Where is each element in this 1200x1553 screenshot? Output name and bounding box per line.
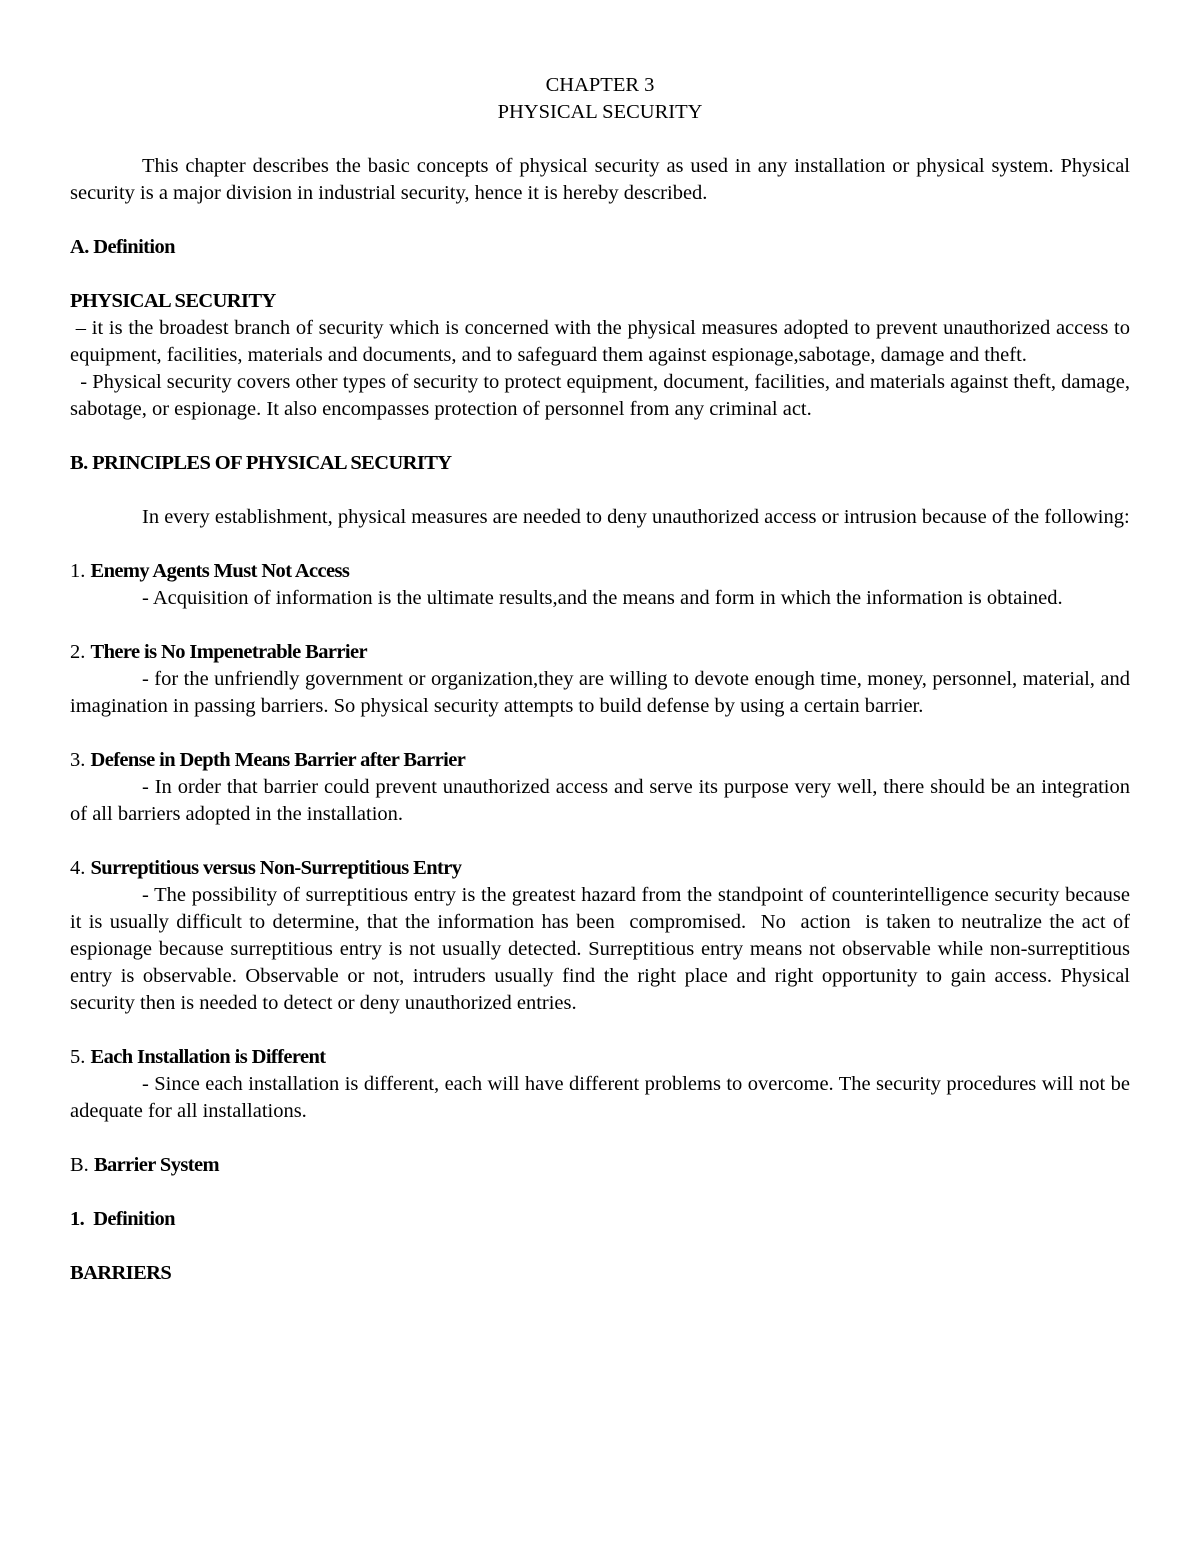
principle-item — [70, 558, 1130, 612]
principle-number: 1. — [70, 560, 91, 582]
physical-security-term: PHYSICAL SECURITY — [70, 290, 276, 312]
principle-item — [70, 855, 1136, 1017]
definition-paragraph-2: - Physical security covers other types of security to protect equipment, document, facilities, and materials against theft, damage, sabotage, or espionage. It also encompasses protection of personnel from any criminal act. — [70, 371, 1136, 420]
principle-text: - for the unfriendly government or organization,they are willing to devote enough time, money, personnel, material, and imagination in passing barriers. So physical security attempts to build defense by using a certain barrier. — [70, 668, 1130, 717]
barrier-system-prefix: B. — [70, 1154, 94, 1176]
principle-title: Defense in Depth Means Barrier after Barrier — [90, 749, 466, 771]
document-page — [70, 72, 1136, 1287]
principles-intro: In every establishment, physical measures are needed to deny unauthorized access or intrusion because of the following: — [142, 506, 1130, 528]
principle-number: 2. — [70, 641, 91, 663]
principle-title: Enemy Agents Must Not Access — [90, 560, 350, 582]
principle-item — [70, 1044, 1130, 1125]
principle-number: 5. — [70, 1046, 91, 1068]
intro-paragraph: This chapter describes the basic concepts of physical security as used in any installation or physical system. Physical security is a major division in industrial security, hence it is hereby described. — [70, 155, 1130, 204]
barrier-definition-heading: 1. Definition — [70, 1208, 175, 1230]
principle-text: - Since each installation is different, each will have different problems to overcome. The security procedures will not be adequate for all installations. — [70, 1073, 1130, 1122]
section-a-heading: A. Definition — [70, 236, 175, 258]
principle-number: 4. — [70, 857, 91, 879]
principle-item — [70, 639, 1130, 720]
principle-text: - The possibility of surreptitious entry is the greatest hazard from the standpoint of counterintelligence security because it is usually difficult to determine, that the information has been compromised. No action is taken to neutralize the act of espionage because surreptitious entry is not usually detected. Surreptitious entry means not observable while non-surreptitious entry is observable. Observable or not, intruders usually find the right place and right opportunity to gain access. Physical security then is needed to detect or deny unauthorized entries. — [70, 884, 1136, 1014]
chapter-title: PHYSICAL SECURITY — [497, 101, 703, 123]
chapter-number: CHAPTER 3 — [545, 74, 655, 96]
principle-title: There is No Impenetrable Barrier — [90, 641, 367, 663]
barrier-system-title: Barrier System — [93, 1154, 219, 1176]
barriers-term: BARRIERS — [70, 1262, 172, 1284]
principle-number: 3. — [70, 749, 91, 771]
principle-text: - Acquisition of information is the ultimate results,and the means and form in which the information is obtained. — [142, 587, 1063, 609]
principle-title: Surreptitious versus Non-Surreptitious Entry — [90, 857, 462, 879]
principle-item — [70, 747, 1130, 828]
section-b-heading: B. PRINCIPLES OF PHYSICAL SECURITY — [70, 452, 452, 474]
barrier-system-heading — [70, 1152, 1130, 1179]
principle-text: - In order that barrier could prevent unauthorized access and serve its purpose very well, there should be an integration of all barriers adopted in the installation. — [70, 776, 1130, 825]
principle-title: Each Installation is Different — [90, 1046, 326, 1068]
chapter-title-block — [70, 72, 1130, 126]
definition-paragraph-1: – it is the broadest branch of security which is concerned with the physical measures adopted to prevent unauthorized access to equipment, facilities, materials and documents, and to safeguard them against espionage,sabotage, damage and theft. — [70, 317, 1136, 366]
